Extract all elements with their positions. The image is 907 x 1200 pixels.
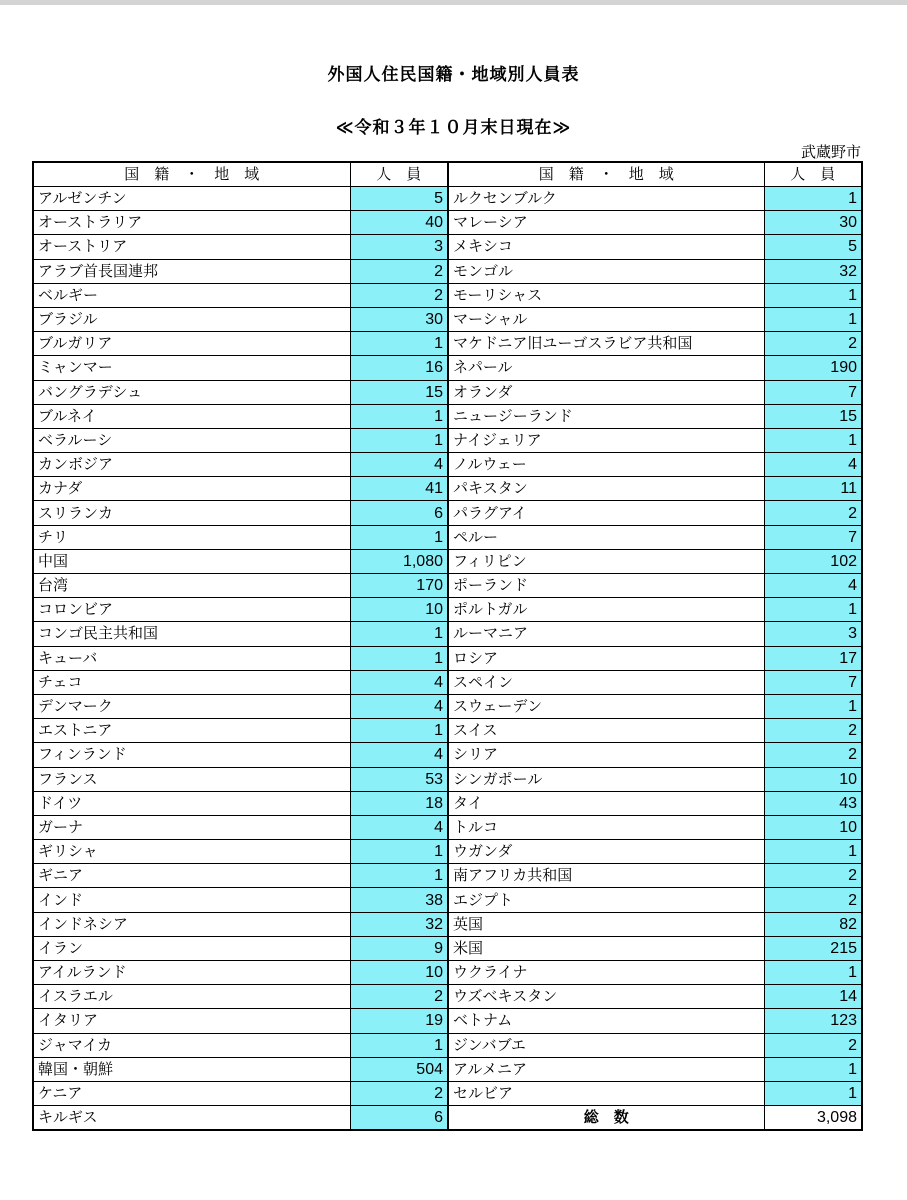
country-name: ジンバブエ: [448, 1033, 764, 1057]
table-row: [33, 235, 862, 259]
country-count: 2: [350, 283, 448, 307]
country-count: 1: [764, 307, 862, 331]
country-name: パラグアイ: [448, 501, 764, 525]
country-count: 43: [764, 791, 862, 815]
country-count: 2: [764, 888, 862, 912]
country-count: 3: [764, 622, 862, 646]
table-row: [33, 888, 862, 912]
country-name: ルーマニア: [448, 622, 764, 646]
country-count: 2: [350, 1081, 448, 1105]
table-row: [33, 1057, 862, 1081]
country-count: 10: [764, 815, 862, 839]
header-count-right: 人 員: [764, 162, 862, 187]
table-row: [33, 283, 862, 307]
country-name: インド: [33, 888, 350, 912]
country-count: 1: [764, 428, 862, 452]
table-row: [33, 961, 862, 985]
country-name: スイス: [448, 719, 764, 743]
country-count: 1: [350, 332, 448, 356]
table-row: [33, 332, 862, 356]
table-row: [33, 549, 862, 573]
country-name: ギニア: [33, 864, 350, 888]
country-name: タイ: [448, 791, 764, 815]
country-count: 170: [350, 574, 448, 598]
country-count: 53: [350, 767, 448, 791]
country-name: ポーランド: [448, 574, 764, 598]
country-name: イタリア: [33, 1009, 350, 1033]
country-count: 1: [350, 1033, 448, 1057]
country-name: スウェーデン: [448, 694, 764, 718]
country-name: エストニア: [33, 719, 350, 743]
country-name: シリア: [448, 743, 764, 767]
country-count: 6: [350, 501, 448, 525]
table-row: [33, 936, 862, 960]
country-count: 6: [350, 1106, 448, 1131]
table-row: [33, 574, 862, 598]
country-name: イスラエル: [33, 985, 350, 1009]
total-label: 総 数: [448, 1106, 764, 1131]
country-name: アルゼンチン: [33, 187, 350, 211]
country-count: 82: [764, 912, 862, 936]
country-count: 190: [764, 356, 862, 380]
country-name: オーストリア: [33, 235, 350, 259]
country-name: ネパール: [448, 356, 764, 380]
country-count: 1: [764, 840, 862, 864]
country-name: フランス: [33, 767, 350, 791]
country-count: 40: [350, 211, 448, 235]
table-row: [33, 985, 862, 1009]
country-count: 7: [764, 525, 862, 549]
country-count: 1: [350, 840, 448, 864]
country-count: 41: [350, 477, 448, 501]
table-row: [33, 380, 862, 404]
country-count: 7: [764, 670, 862, 694]
table-row: [33, 1009, 862, 1033]
table-row: [33, 259, 862, 283]
country-name: ペルー: [448, 525, 764, 549]
table-header-row: [33, 162, 862, 187]
page-title: 外国人住民国籍・地域別人員表: [327, 65, 580, 85]
country-name: カナダ: [33, 477, 350, 501]
header-region-right: 国 籍 ・ 地 域: [448, 162, 764, 187]
country-name: 米国: [448, 936, 764, 960]
country-count: 14: [764, 985, 862, 1009]
country-name: ドイツ: [33, 791, 350, 815]
country-count: 2: [764, 501, 862, 525]
table-row: [33, 864, 862, 888]
nationality-table: [32, 161, 863, 1131]
country-name: マレーシア: [448, 211, 764, 235]
table-row: [33, 912, 862, 936]
country-name: 南アフリカ共和国: [448, 864, 764, 888]
country-count: 18: [350, 791, 448, 815]
table-row: [33, 477, 862, 501]
country-count: 10: [764, 767, 862, 791]
table-row: [33, 767, 862, 791]
country-name: ベラルーシ: [33, 428, 350, 452]
table-row: [33, 670, 862, 694]
country-count: 1,080: [350, 549, 448, 573]
country-name: カンボジア: [33, 453, 350, 477]
country-count: 504: [350, 1057, 448, 1081]
country-count: 1: [764, 1057, 862, 1081]
country-count: 1: [350, 646, 448, 670]
table-row: [33, 1106, 862, 1131]
country-name: モンゴル: [448, 259, 764, 283]
country-name: フィリピン: [448, 549, 764, 573]
country-name: オランダ: [448, 380, 764, 404]
total-value: 3,098: [764, 1106, 862, 1131]
table-row: [33, 428, 862, 452]
country-name: ウズベキスタン: [448, 985, 764, 1009]
country-name: ロシア: [448, 646, 764, 670]
country-count: 7: [764, 380, 862, 404]
country-name: チリ: [33, 525, 350, 549]
country-count: 32: [350, 912, 448, 936]
table-row: [33, 453, 862, 477]
country-count: 1: [764, 694, 862, 718]
country-name: フィンランド: [33, 743, 350, 767]
table-row: [33, 187, 862, 211]
table-row: [33, 622, 862, 646]
country-count: 10: [350, 961, 448, 985]
table-row: [33, 694, 862, 718]
country-count: 1: [764, 283, 862, 307]
country-count: 4: [350, 694, 448, 718]
country-count: 2: [764, 1033, 862, 1057]
country-count: 2: [350, 985, 448, 1009]
table-row: [33, 1033, 862, 1057]
table-row: [33, 743, 862, 767]
table-row: [33, 1081, 862, 1105]
country-name: モーリシャス: [448, 283, 764, 307]
table-row: [33, 501, 862, 525]
country-name: ミャンマー: [33, 356, 350, 380]
country-count: 1: [764, 187, 862, 211]
country-name: チェコ: [33, 670, 350, 694]
country-count: 11: [764, 477, 862, 501]
country-count: 102: [764, 549, 862, 573]
table-row: [33, 404, 862, 428]
country-name: インドネシア: [33, 912, 350, 936]
country-count: 4: [764, 453, 862, 477]
country-count: 1: [350, 404, 448, 428]
country-name: キルギス: [33, 1106, 350, 1131]
country-count: 1: [764, 1081, 862, 1105]
country-count: 1: [350, 525, 448, 549]
country-name: コンゴ民主共和国: [33, 622, 350, 646]
country-count: 9: [350, 936, 448, 960]
country-name: マケドニア旧ユーゴスラビア共和国: [448, 332, 764, 356]
table-row: [33, 646, 862, 670]
country-count: 123: [764, 1009, 862, 1033]
country-count: 1: [350, 622, 448, 646]
table-row: [33, 815, 862, 839]
table-row: [33, 791, 862, 815]
country-count: 15: [350, 380, 448, 404]
country-name: メキシコ: [448, 235, 764, 259]
table-row: [33, 598, 862, 622]
top-border: [0, 0, 907, 5]
country-count: 2: [350, 259, 448, 283]
country-count: 16: [350, 356, 448, 380]
country-name: スペイン: [448, 670, 764, 694]
country-name: トルコ: [448, 815, 764, 839]
country-name: スリランカ: [33, 501, 350, 525]
country-name: ブラジル: [33, 307, 350, 331]
country-name: ブルネイ: [33, 404, 350, 428]
country-name: イラン: [33, 936, 350, 960]
country-name: アイルランド: [33, 961, 350, 985]
table-row: [33, 719, 862, 743]
country-name: シンガポール: [448, 767, 764, 791]
country-count: 215: [764, 936, 862, 960]
country-name: ベルギー: [33, 283, 350, 307]
header-region-left: 国 籍 ・ 地 域: [33, 162, 350, 187]
country-count: 4: [350, 453, 448, 477]
country-count: 30: [764, 211, 862, 235]
country-count: 1: [764, 961, 862, 985]
country-name: 台湾: [33, 574, 350, 598]
country-count: 2: [764, 719, 862, 743]
country-name: エジプト: [448, 888, 764, 912]
country-name: ポルトガル: [448, 598, 764, 622]
country-count: 17: [764, 646, 862, 670]
country-name: ケニア: [33, 1081, 350, 1105]
country-count: 5: [764, 235, 862, 259]
country-name: バングラデシュ: [33, 380, 350, 404]
country-name: ナイジェリア: [448, 428, 764, 452]
country-name: アラブ首長国連邦: [33, 259, 350, 283]
table-row: [33, 356, 862, 380]
country-name: 英国: [448, 912, 764, 936]
country-count: 4: [350, 815, 448, 839]
country-name: キューバ: [33, 646, 350, 670]
country-count: 1: [350, 428, 448, 452]
country-name: アルメニア: [448, 1057, 764, 1081]
country-count: 38: [350, 888, 448, 912]
table-row: [33, 840, 862, 864]
country-count: 19: [350, 1009, 448, 1033]
country-count: 5: [350, 187, 448, 211]
country-name: 韓国・朝鮮: [33, 1057, 350, 1081]
country-name: ルクセンブルク: [448, 187, 764, 211]
country-name: オーストラリア: [33, 211, 350, 235]
country-count: 4: [764, 574, 862, 598]
country-name: ウクライナ: [448, 961, 764, 985]
country-name: ブルガリア: [33, 332, 350, 356]
country-count: 10: [350, 598, 448, 622]
country-name: ノルウェー: [448, 453, 764, 477]
country-name: パキスタン: [448, 477, 764, 501]
country-name: 中国: [33, 549, 350, 573]
country-count: 1: [350, 864, 448, 888]
city-label: 武蔵野市: [800, 143, 861, 161]
country-count: 3: [350, 235, 448, 259]
header-count-left: 人 員: [350, 162, 448, 187]
country-count: 1: [350, 719, 448, 743]
table-row: [33, 211, 862, 235]
table-row: [33, 307, 862, 331]
country-count: 4: [350, 670, 448, 694]
country-count: 1: [764, 598, 862, 622]
country-count: 2: [764, 743, 862, 767]
country-count: 32: [764, 259, 862, 283]
country-name: コロンビア: [33, 598, 350, 622]
country-name: ギリシャ: [33, 840, 350, 864]
country-count: 30: [350, 307, 448, 331]
country-name: ウガンダ: [448, 840, 764, 864]
country-count: 2: [764, 864, 862, 888]
country-name: ガーナ: [33, 815, 350, 839]
country-name: デンマーク: [33, 694, 350, 718]
country-name: ベトナム: [448, 1009, 764, 1033]
country-count: 2: [764, 332, 862, 356]
country-name: セルビア: [448, 1081, 764, 1105]
date-subtitle: ≪令和３年１０月末日現在≫: [335, 118, 572, 138]
country-name: ニュージーランド: [448, 404, 764, 428]
country-count: 15: [764, 404, 862, 428]
country-name: マーシャル: [448, 307, 764, 331]
country-count: 4: [350, 743, 448, 767]
country-name: ジャマイカ: [33, 1033, 350, 1057]
table-row: [33, 525, 862, 549]
